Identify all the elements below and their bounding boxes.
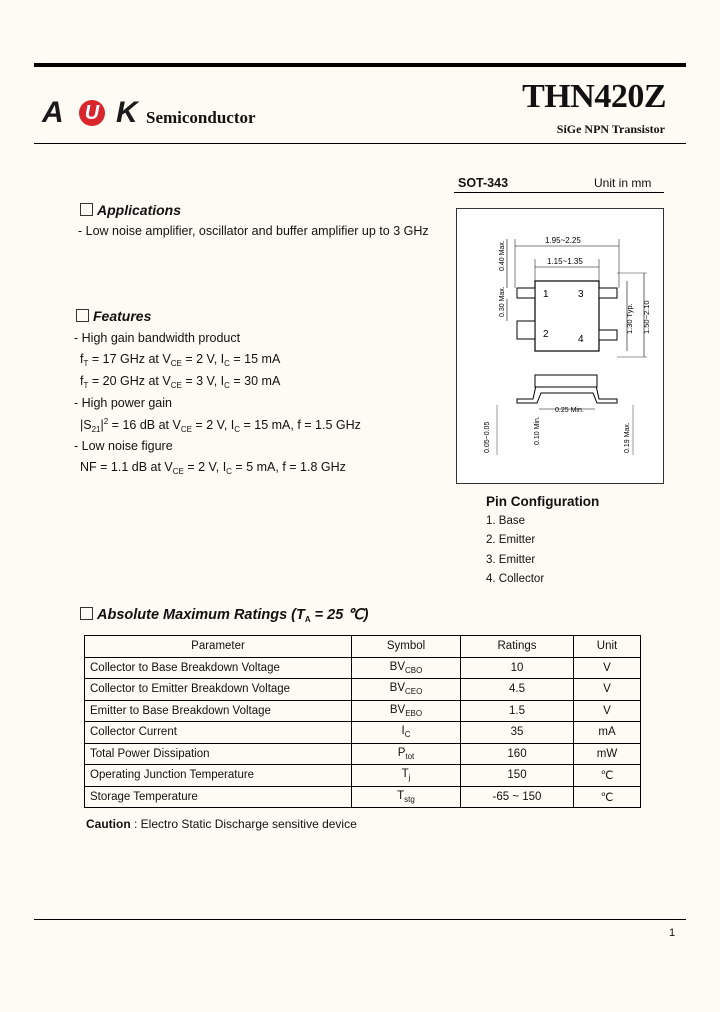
features-heading [76, 308, 151, 324]
applications-title: Applications [97, 202, 182, 218]
dim-lead-len: 0.25 Min. [555, 407, 584, 414]
caution-text: : Electro Static Discharge sensitive device [130, 817, 357, 831]
pin-config-item: 3. Emitter [486, 554, 536, 566]
package-rule [454, 192, 664, 193]
col-ratings: Ratings [461, 636, 574, 658]
dim-lead-mid: 0.30 Max. [499, 286, 506, 317]
package-drawing [456, 208, 664, 484]
applications-heading [80, 202, 181, 218]
applications-item: - Low noise amplifier, oscillator and buffer amplifier up to 3 GHz [78, 224, 429, 238]
pin-2-label: 2 [543, 329, 549, 340]
caution-label: Caution [86, 817, 131, 831]
pin-3-label: 3 [578, 289, 584, 300]
caution-note [86, 817, 357, 831]
table-row: Collector to Base Breakdown Voltage $BV_{CBO}$ 10 V [85, 657, 641, 679]
part-number: THN420Z [522, 78, 666, 115]
checkbox-icon [76, 309, 89, 322]
table-row: Total Power Dissipation $P_{tot}$ 160 mW [85, 743, 641, 765]
part-type: SiGe NPN Transistor [556, 122, 665, 136]
feature-gain-bw: - High gain bandwidth product [74, 331, 241, 345]
lead-pin-4 [599, 330, 617, 340]
table-row: Storage Temperature $T_{stg}$ -65 ~ 150 ℃ [85, 786, 641, 808]
pin-4-label: 4 [578, 334, 584, 345]
table-row: Collector Current $I_C$ 35 mA [85, 722, 641, 744]
pin-config-item: 4. Collector [486, 573, 545, 585]
ratings-heading: Absolute Maximum Ratings ($T_A = 25$ ℃) [80, 607, 368, 624]
dim-lead-min: 0.10 Min. [534, 416, 541, 445]
page-number: 1 [669, 927, 676, 939]
feature-noise: - Low noise figure [74, 439, 173, 453]
lead-pin-2 [517, 321, 535, 339]
dim-height: 0.19 Max. [624, 422, 631, 453]
package-unit: Unit in mm [594, 176, 652, 190]
dim-lead-top: 0.40 Max. [499, 240, 506, 271]
dim-stand-off: 0.05~0.05 [484, 421, 491, 453]
checkbox-icon [80, 203, 93, 216]
feature-ft1: $f_T = 17$ GHz at $V_{CE} = 2$ V, $I_C = 15$ mA [80, 352, 281, 368]
table-row: Collector to Emitter Breakdown Voltage $BV_{CEO}$ 4.5 V [85, 679, 641, 701]
feature-s21: $|S_{21}|^2 = 16$ dB at $V_{CE} = 2$ V, $I_C = 15$ mA, f = 1.5 GHz [80, 417, 361, 434]
col-symbol: Symbol [352, 636, 461, 658]
logo-letter-a: A [42, 96, 64, 129]
pin-config-title: Pin Configuration [486, 494, 600, 509]
logo-letter-k: K [116, 96, 138, 129]
feature-nf: NF = 1.1 dB at $V_{CE} = 2$ V, $I_C = 5$ mA, f = 1.8 GHz [80, 460, 346, 476]
feature-ft2: $f_T = 20$ GHz at $V_{CE} = 3$ V, $I_C = 30$ mA [80, 374, 281, 390]
logo-letter-u: U [79, 100, 105, 126]
col-parameter: Parameter [85, 636, 352, 658]
features-title: Features [93, 308, 152, 324]
package-name: SOT-343 [458, 176, 509, 190]
company-name: Semiconductor [146, 108, 256, 127]
col-unit: Unit [574, 636, 641, 658]
checkbox-icon [80, 607, 93, 620]
dim-w-outer: 1.95~2.25 [545, 236, 581, 245]
lead-pin-1 [517, 288, 535, 298]
table-row: Operating Junction Temperature $T_j$ 150 ℃ [85, 765, 641, 787]
footer-rule [34, 919, 686, 920]
dim-w-inner: 1.15~1.35 [547, 257, 583, 266]
package-outline-svg [457, 209, 663, 483]
header-rule [34, 143, 686, 144]
dim-h-body: 1.30 Typ. [625, 303, 634, 334]
dim-h-total: 1.50~2.10 [642, 300, 651, 334]
table-header-row [85, 636, 641, 658]
ratings-table [84, 635, 641, 808]
table-row: Emitter to Base Breakdown Voltage $BV_{EBO}$ 1.5 V [85, 700, 641, 722]
pin-config-item: 1. Base [486, 515, 525, 527]
pin-config-item: 2. Emitter [486, 534, 536, 546]
top-rule [34, 63, 686, 67]
pin-1-label: 1 [543, 289, 549, 300]
feature-power-gain: - High power gain [74, 396, 172, 410]
lead-pin-3 [599, 288, 617, 298]
